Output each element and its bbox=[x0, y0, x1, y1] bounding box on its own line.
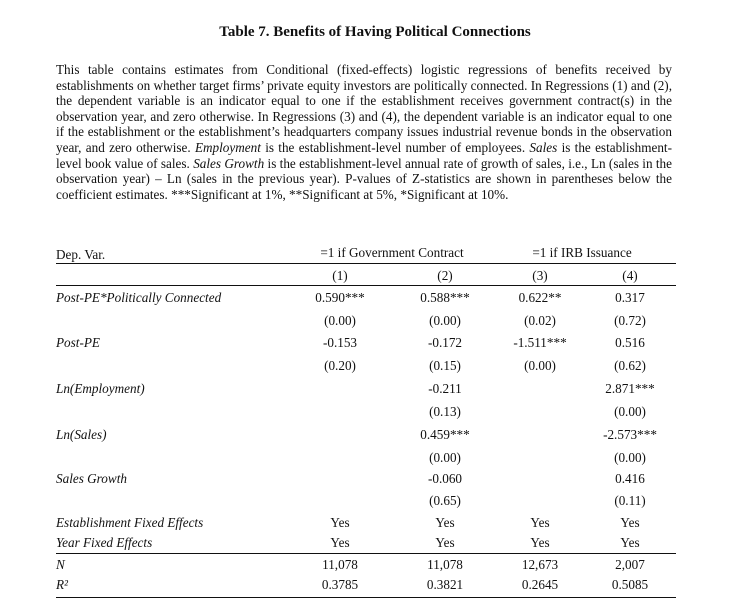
table-cell: 0.2645 bbox=[521, 577, 559, 592]
table-cell: -0.153 bbox=[322, 335, 358, 350]
table-cell: Yes bbox=[435, 535, 455, 550]
row-label-n: N bbox=[56, 557, 65, 572]
col-header-4: (4) bbox=[622, 268, 638, 283]
table-cell: -2.573*** bbox=[603, 427, 657, 442]
group-rule-government bbox=[300, 263, 472, 264]
table-cell: Yes bbox=[435, 515, 455, 530]
table-cell: 0.516 bbox=[615, 335, 645, 350]
row-label-year-fixed-effects: Year Fixed Effects bbox=[56, 535, 153, 550]
table-cell: 0.590*** bbox=[315, 290, 365, 305]
table-cell-pvalue: (0.00) bbox=[429, 450, 461, 465]
table-cell: -0.060 bbox=[427, 471, 463, 486]
table-cell-pvalue: (0.00) bbox=[614, 404, 646, 419]
row-label-ln-sales: Ln(Sales) bbox=[56, 427, 107, 442]
dep-var-label: Dep. Var. bbox=[56, 247, 106, 262]
table-cell: Yes bbox=[530, 535, 550, 550]
table-cell: Yes bbox=[330, 515, 350, 530]
description-part-2: is the establishment-level number of employees. bbox=[260, 139, 530, 155]
table-title: Table 7. Benefits of Having Political Connections bbox=[219, 24, 531, 40]
col-header-3: (3) bbox=[532, 268, 548, 283]
col-header-1: (1) bbox=[332, 268, 348, 283]
table-cell-pvalue: (0.00) bbox=[614, 450, 646, 465]
header-bottom-rule bbox=[56, 285, 676, 286]
table-cell: 2.871*** bbox=[605, 381, 655, 396]
table-cell: 0.3785 bbox=[321, 577, 359, 592]
table-cell: 0.5085 bbox=[611, 577, 649, 592]
table-cell: Yes bbox=[530, 515, 550, 530]
employment-term: Employment bbox=[194, 139, 261, 155]
group-header-government-contract: =1 if Government Contract bbox=[320, 245, 464, 260]
table-cell-pvalue: (0.11) bbox=[614, 493, 646, 508]
table-cell: -1.511*** bbox=[513, 335, 567, 350]
table-cell-pvalue: (0.00) bbox=[429, 313, 461, 328]
table-cell: 0.459*** bbox=[420, 427, 470, 442]
col-header-2: (2) bbox=[437, 268, 453, 283]
group-header-irb-issuance: =1 if IRB Issuance bbox=[532, 245, 632, 260]
table-cell-pvalue: (0.72) bbox=[614, 313, 646, 328]
table-cell-pvalue: (0.65) bbox=[429, 493, 461, 508]
table-cell: Yes bbox=[620, 535, 640, 550]
table-cell: 0.3821 bbox=[426, 577, 464, 592]
row-label-post-pe-politically-connected: Post-PE*Politically Connected bbox=[56, 290, 222, 305]
table-cell: 0.622** bbox=[518, 290, 562, 305]
table-cell-pvalue: (0.15) bbox=[429, 358, 461, 373]
stats-top-rule bbox=[56, 553, 676, 554]
table-cell: -0.172 bbox=[427, 335, 463, 350]
table-cell-pvalue: (0.13) bbox=[429, 404, 461, 419]
description-part-1: This table contains estimates from Conditional (fixed-effects) logistic regressions of benefits received by establishments on whether target firms’ private equity investors are politically connected. In Regressions (1) and (2), the dependent variable is an indicator equal to one if the establishment receives government contract(s) in the observation year, and zero otherwise. In Regressions (3) and (4), the dependent variable is an indicator equal to one if the establishment or the establishment’s headquarters company issues industrial revenue bonds in the observation year, and zero otherwise. bbox=[56, 62, 672, 155]
table-cell-pvalue: (0.00) bbox=[324, 313, 356, 328]
row-label-ln-employment: Ln(Employment) bbox=[56, 381, 145, 396]
row-label-establishment-fixed-effects: Establishment Fixed Effects bbox=[56, 515, 204, 530]
row-label-post-pe: Post-PE bbox=[56, 335, 100, 350]
sales-growth-term: Sales Growth bbox=[193, 155, 265, 171]
table-bottom-rule bbox=[56, 597, 676, 598]
row-label-sales-growth: Sales Growth bbox=[56, 471, 127, 486]
table-cell-pvalue: (0.20) bbox=[324, 358, 356, 373]
table-cell: Yes bbox=[620, 515, 640, 530]
table-cell: Yes bbox=[330, 535, 350, 550]
description-part-4: is the establishment-level annual rate of growth of sales, i.e., Ln (sales in the observation year) – Ln (sales in the previous year). P-values of Z-statistics are shown in parentheses below the coefficient estimates. ***Significant at 1%, **Significant at 5%, *Significant at 10%. bbox=[56, 155, 673, 202]
row-label-r-squared: R² bbox=[56, 577, 69, 592]
table-cell: 11,078 bbox=[427, 557, 463, 572]
table-description bbox=[56, 62, 672, 202]
table-cell: 0.588*** bbox=[420, 290, 470, 305]
description-part-3: is the establishment-level book value of sales. bbox=[56, 139, 672, 171]
table-cell: 0.317 bbox=[615, 290, 645, 305]
table-cell-pvalue: (0.62) bbox=[614, 358, 646, 373]
table-cell: 2,007 bbox=[615, 557, 645, 572]
table-cell: 12,673 bbox=[521, 557, 559, 572]
table-cell-pvalue: (0.02) bbox=[524, 313, 556, 328]
table-cell-pvalue: (0.00) bbox=[524, 358, 556, 373]
table-cell: -0.211 bbox=[428, 381, 462, 396]
table-cell: 0.416 bbox=[615, 471, 645, 486]
table-cell: 11,078 bbox=[322, 557, 358, 572]
sales-term: Sales bbox=[529, 139, 558, 155]
